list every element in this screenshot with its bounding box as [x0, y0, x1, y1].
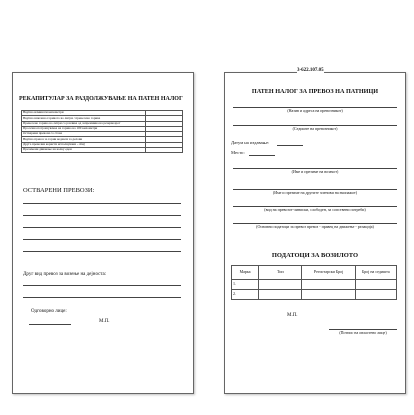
vehicle-table: [231, 265, 397, 300]
row-number: 1.: [232, 280, 259, 290]
row-number: 2.: [232, 290, 259, 300]
other-transport-label: Друг вид превоз за возење на дејноста:: [23, 272, 107, 277]
transport-type-caption: (вид на превозот-линиски, слободен, за сопствени потреби): [264, 207, 366, 212]
recap-page: [12, 72, 194, 394]
transport-heading: ОСТВАРЕНИ ПРЕВОЗИ:: [23, 187, 95, 194]
issue-date-field[interactable]: [277, 145, 303, 146]
signature-caption: (Потпис на овластено лице): [339, 330, 387, 335]
table-cell[interactable]: [259, 290, 302, 300]
recap-row-label: Остварени превози со стока: [22, 132, 146, 137]
write-line[interactable]: [23, 239, 181, 240]
route-caption: (Основни податоци за превоз превоз - правец на движење - релација): [256, 224, 374, 229]
recap-title: РЕКАПИТУЛАР ЗА РАЗДОЛЖУВАЊЕ НА ПАТЕН НАЛОГ: [19, 96, 183, 102]
write-line[interactable]: [23, 285, 181, 286]
table-cell[interactable]: [302, 280, 355, 290]
recap-row-label: Вкупно изминати километри: [22, 111, 146, 116]
column-header: Марка: [232, 266, 259, 280]
table-cell[interactable]: [355, 280, 396, 290]
table-row: [232, 280, 397, 290]
column-header: Регистарски Број: [302, 266, 355, 280]
write-line[interactable]: [23, 297, 181, 298]
write-line[interactable]: [23, 227, 181, 228]
place-field[interactable]: [249, 155, 275, 156]
recap-value-cell[interactable]: [146, 148, 183, 153]
recap-row-label: Вкупно превоз за горни кодекси за делови: [22, 137, 146, 142]
vehicle-heading: ПОДАТОЦИ ЗА ВОЗИЛОТО: [271, 252, 359, 259]
recap-row-label: Преземени движење на колку еден: [22, 148, 146, 153]
stamp-mark: М.П.: [99, 319, 110, 324]
table-cell[interactable]: [355, 290, 396, 300]
recap-row-label: Пренесено гориво во литри со разлика од запремнина на резервоарот: [22, 121, 146, 126]
crew-caption: (Име и презиме на другите членови на екипажот): [272, 190, 358, 195]
column-header: Број на седишта: [355, 266, 396, 280]
table-row: [22, 148, 183, 153]
write-line[interactable]: [23, 251, 181, 252]
order-title: ПАТЕН НАЛОГ ЗА ПРЕВОЗ НА ПАТНИЦИ: [251, 88, 379, 95]
driver-caption: (Име и презиме на возачот): [291, 169, 339, 174]
table-cell[interactable]: [302, 290, 355, 300]
signature-line[interactable]: [29, 324, 71, 325]
recap-table: [21, 110, 183, 153]
table-cell[interactable]: [259, 280, 302, 290]
carrier-seat-caption: (Седиште на превозникот): [292, 126, 338, 131]
carrier-name-caption: (Назив и адреса на превозникот): [287, 108, 343, 113]
recap-row-label: Вкупно вшелено горивото во литри / пренесено горива: [22, 116, 146, 121]
recap-row-label: Просечна потрошувачка на гориво на 100 километри: [22, 126, 146, 131]
column-header: Тип: [259, 266, 302, 280]
place-label: Место:: [231, 150, 245, 155]
table-header-row: [232, 266, 397, 280]
serial-number: 3-622.107.05: [297, 68, 324, 73]
travel-order-page: [224, 68, 406, 394]
write-line[interactable]: [23, 203, 181, 204]
responsible-label: Одговорно лице:: [31, 309, 67, 314]
recap-row-label: Друга превозни користи исполнувани - обиј: [22, 142, 146, 147]
issue-date-label: Датум на издавање:: [231, 140, 270, 145]
table-row: [232, 290, 397, 300]
stamp-mark: М.П.: [287, 313, 298, 318]
write-line[interactable]: [23, 215, 181, 216]
